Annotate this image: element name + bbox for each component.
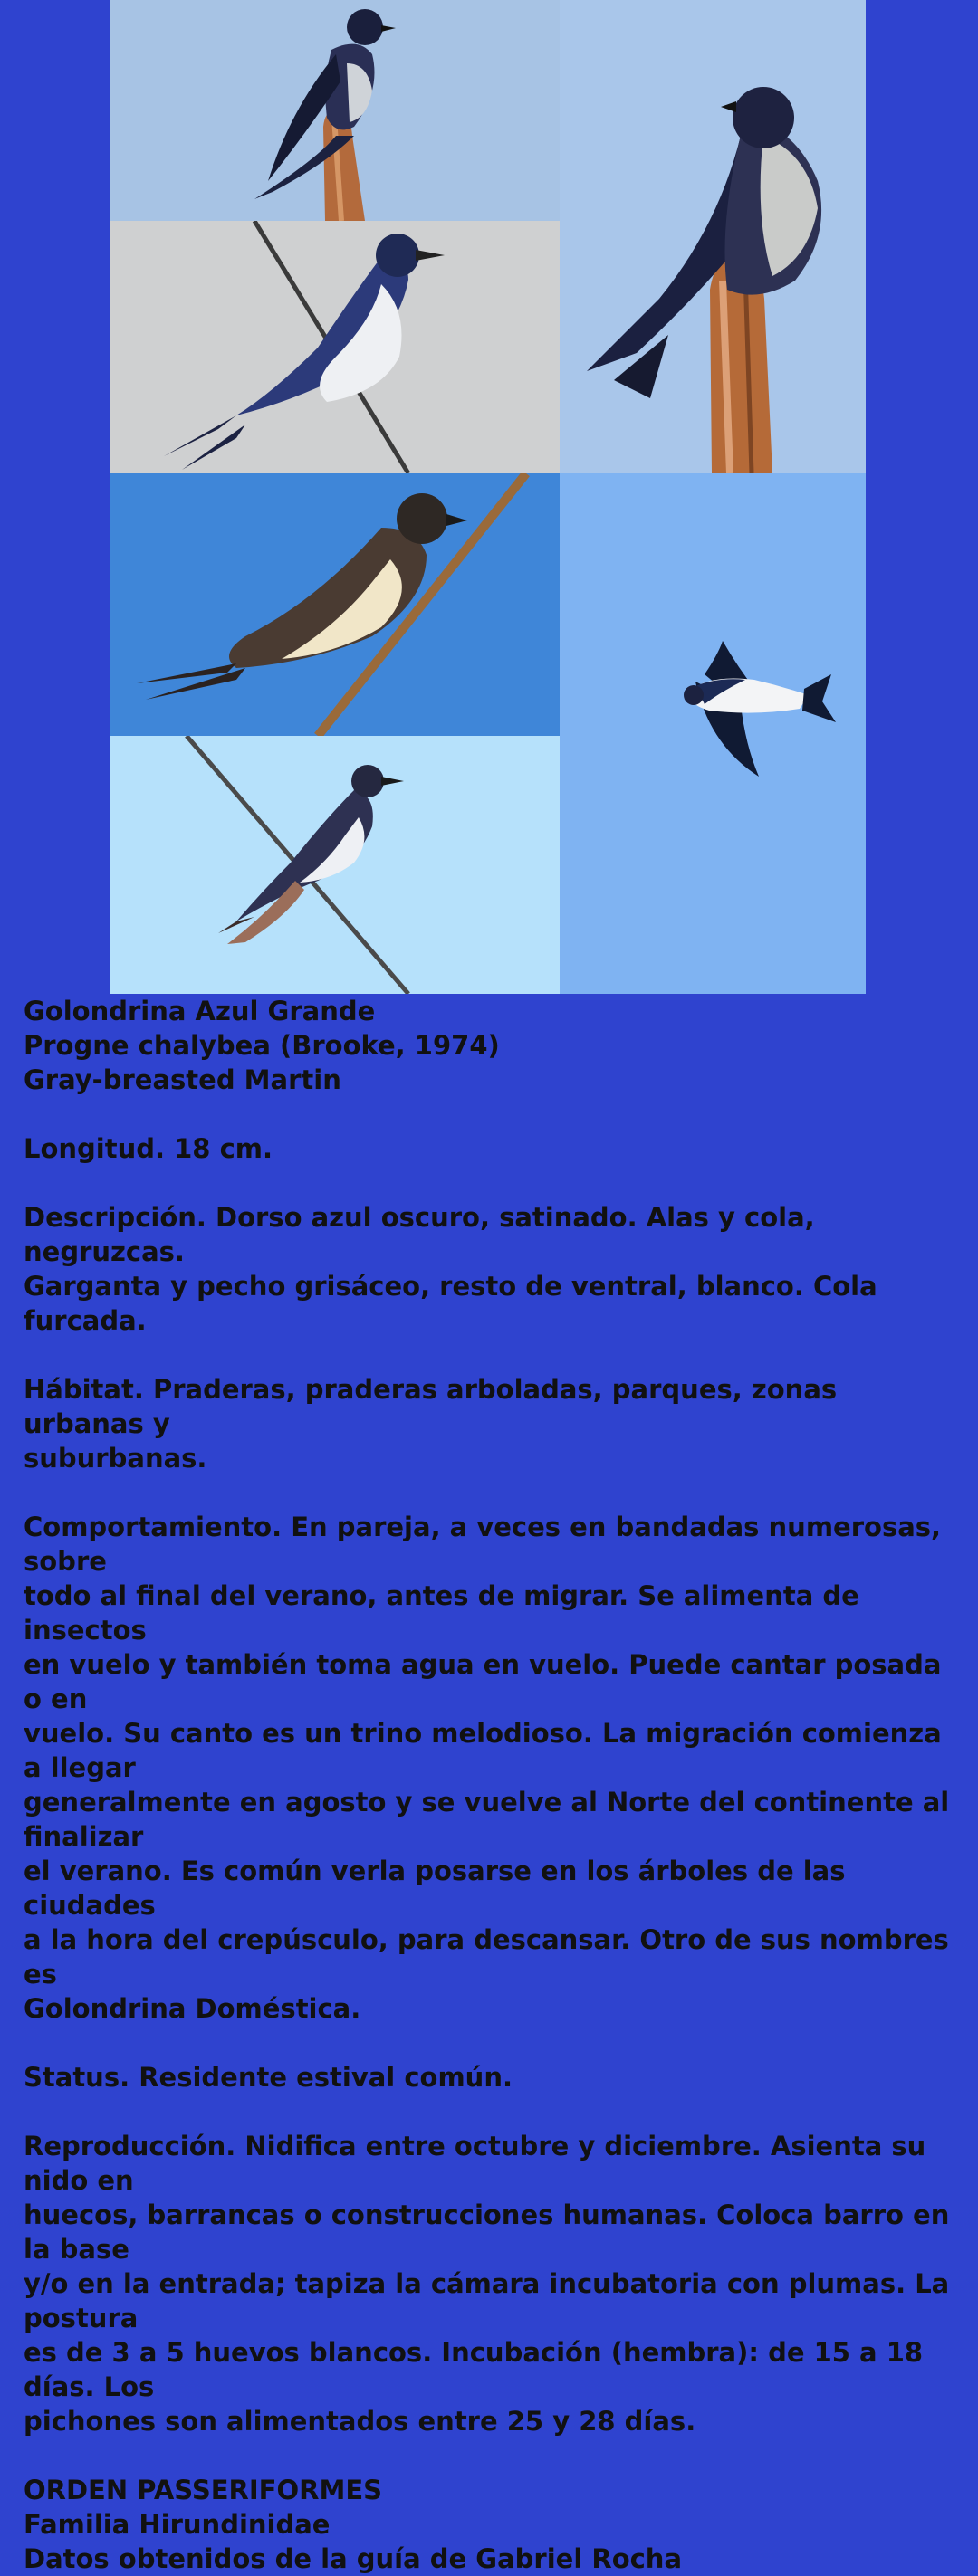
behavior-line: Golondrina Doméstica. xyxy=(24,1993,361,2024)
photo-in-flight[interactable] xyxy=(560,473,866,994)
behavior-line: el verano. Es común verla posarse en los árboles de las ciudades xyxy=(24,1856,846,1921)
common-name: Golondrina Azul Grande xyxy=(24,996,376,1026)
reproduction-line: huecos, barrancas o construcciones humanas. Coloca barro en la base xyxy=(24,2199,950,2265)
family-text: Familia Hirundinidae xyxy=(24,2509,331,2540)
behavior-line: vuelo. Su canto es un trino melodioso. La migración comienza a llegar xyxy=(24,1718,942,1783)
photo-perched-cable-sky[interactable] xyxy=(110,736,560,994)
habitat-line: suburbanas. xyxy=(24,1443,207,1474)
photo-perched-cable-gray[interactable] xyxy=(110,221,560,473)
behavior-line: a la hora del crepúsculo, para descansar. Otro de sus nombres es xyxy=(24,1924,949,1989)
behavior-line: Comportamiento. En pareja, a veces en bandadas numerosas, sobre xyxy=(24,1512,942,1577)
photo-collage xyxy=(110,0,866,994)
status-text: Status. Residente estival común. xyxy=(24,2062,513,2093)
behavior-line: generalmente en agosto y se vuelve al Norte del continente al finalizar xyxy=(24,1787,950,1852)
photo-perched-post-large[interactable] xyxy=(560,0,866,473)
order-text: ORDEN PASSERIFORMES xyxy=(24,2475,383,2505)
species-description xyxy=(24,994,965,2576)
description-line: Descripción. Dorso azul oscuro, satinado. Alas y cola, negruzcas. xyxy=(24,1202,815,1267)
behavior-line: en vuelo y también toma agua en vuelo. Puede cantar posada o en xyxy=(24,1649,942,1714)
habitat-line: Hábitat. Praderas, praderas arboladas, parques, zonas urbanas y xyxy=(24,1374,838,1439)
source-text: Datos obtenidos de la guía de Gabriel Rocha xyxy=(24,2543,683,2574)
description-line: Garganta y pecho grisáceo, resto de ventral, blanco. Cola furcada. xyxy=(24,1271,877,1336)
reproduction-line: pichones son alimentados entre 25 y 28 días. xyxy=(24,2406,696,2437)
photo-perched-post-top[interactable] xyxy=(110,0,560,221)
reproduction-line: y/o en la entrada; tapiza la cámara incubatoria con plumas. La postura xyxy=(24,2268,950,2333)
behavior-line: todo al final del verano, antes de migrar. Se alimenta de insectos xyxy=(24,1580,859,1646)
scientific-name: Progne chalybea (Brooke, 1974) xyxy=(24,1030,500,1061)
length-text: Longitud. 18 cm. xyxy=(24,1133,273,1164)
english-name: Gray-breasted Martin xyxy=(24,1064,341,1095)
reproduction-line: es de 3 a 5 huevos blancos. Incubación (hembra): de 15 a 18 días. Los xyxy=(24,2337,924,2402)
photo-perched-rope[interactable] xyxy=(110,473,560,736)
reproduction-line: Reproducción. Nidifica entre octubre y diciembre. Asienta su nido en xyxy=(24,2131,926,2196)
